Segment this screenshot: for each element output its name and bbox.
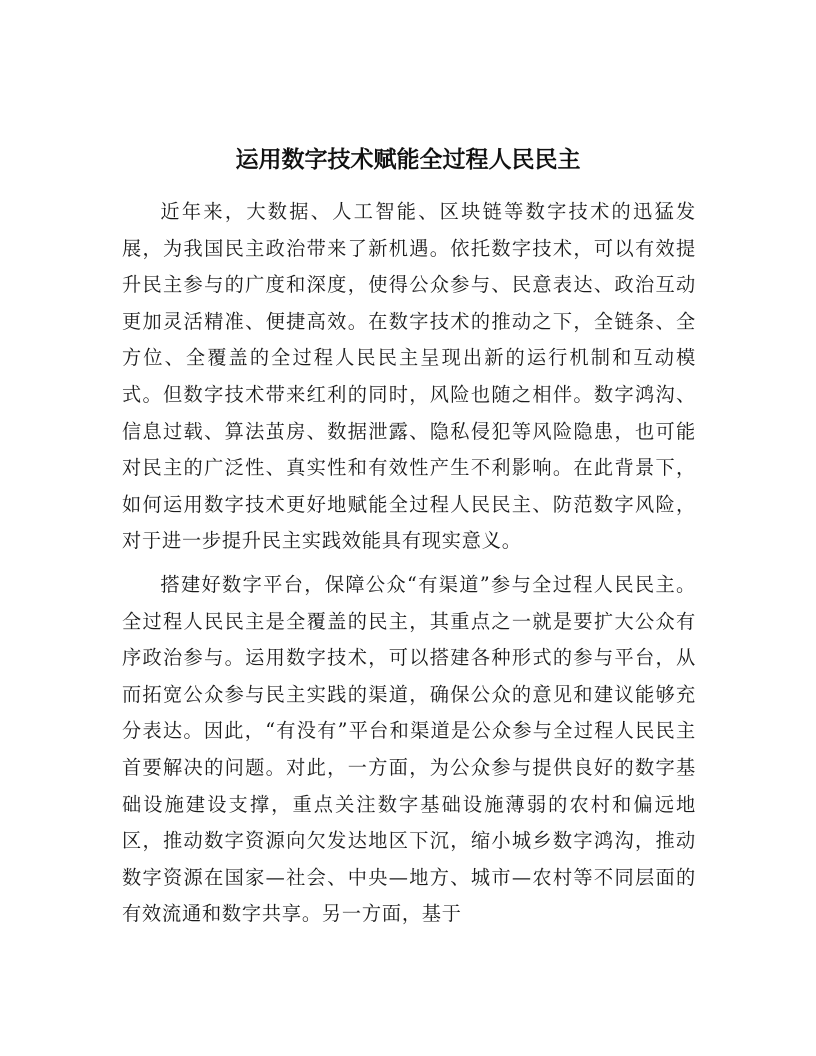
- paragraph-digital-platform: 搭建好数字平台，保障公众“有渠道”参与全过程人民民主。全过程人民民主是全覆盖的民主，其重点之一就是要扩大公众有序政治参与。运用数字技术，可以搭建各种形式的参与平台，从而拓宽公众参与民主实践的渠道，确保公众的意见和建议能够充分表达。因此，“有没有”平台和渠道是公众参与全过程人民民主首要解决的问题。对此，一方面，为公众参与提供良好的数字基础设施建设支撑，重点关注数字基础设施薄弱的农村和偏远地区，推动数字资源向欠发达地区下沉，缩小城乡数字鸿沟，推动数字资源在国家—社会、中央—地方、城市—农村等不同层面的有效流通和数字共享。另一方面，基于: [122, 572, 696, 926]
- paragraph-intro: 近年来，大数据、人工智能、区块链等数字技术的迅猛发展，为我国民主政治带来了新机遇。依托数字技术，可以有效提升民主参与的广度和深度，使得公众参与、民意表达、政治互动更加灵活精准、便捷高效。在数字技术的推动之下，全链条、全方位、全覆盖的全过程人民民主呈现出新的运行机制和互动模式。但数字技术带来红利的同时，风险也随之相伴。数字鸿沟、信息过载、算法茧房、数据泄露、隐私侵犯等风险隐患，也可能对民主的广泛性、真实性和有效性产生不利影响。在此背景下，如何运用数字技术更好地赋能全过程人民民主、防范数字风险，对于进一步提升民主实践效能具有现实意义。: [122, 200, 696, 553]
- document-title: 运用数字技术赋能全过程人民民主: [235, 147, 581, 173]
- document-body: [122, 194, 696, 940]
